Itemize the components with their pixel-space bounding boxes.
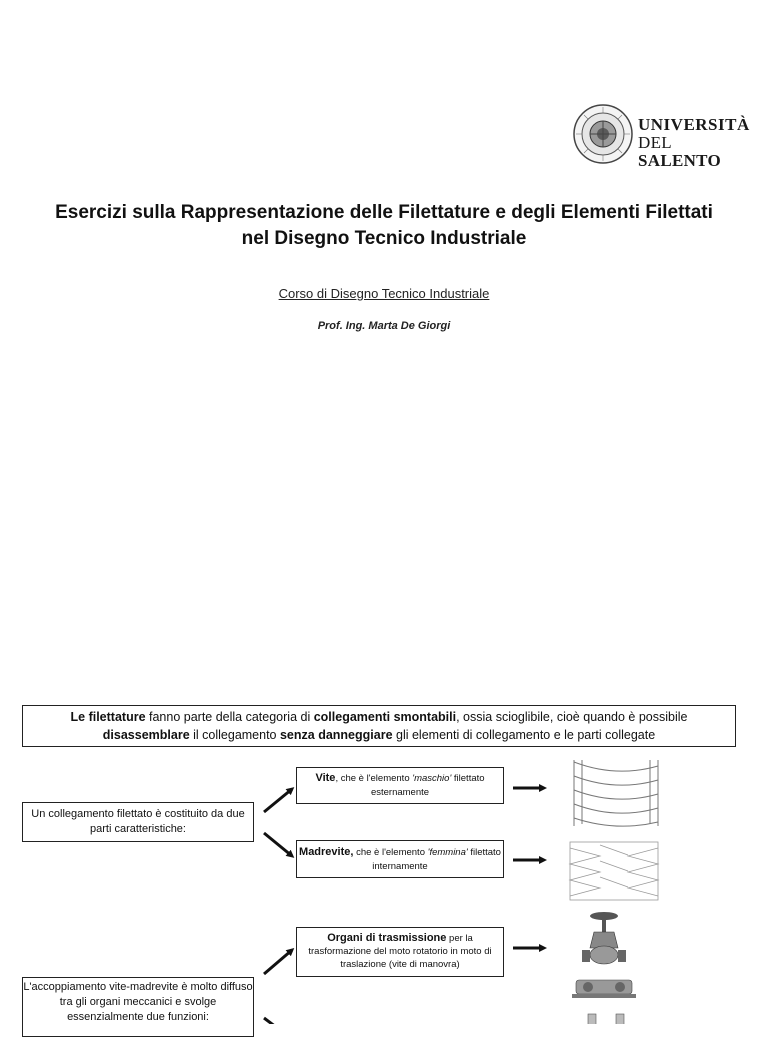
intro-text-4: gli elementi di collegamento e le parti collegate bbox=[392, 728, 656, 742]
page-title bbox=[40, 200, 728, 252]
madrevite-text-1: che è l'elemento bbox=[353, 847, 428, 858]
organi-box bbox=[296, 927, 504, 977]
vite-text-1: , che è l'elemento bbox=[335, 773, 413, 784]
vite-text-2: filettato esternamente bbox=[370, 773, 485, 798]
intro-bold-collegamenti: collegamenti smontabili bbox=[313, 710, 457, 724]
madrevite-italic: 'femmina' bbox=[427, 847, 468, 858]
university-name-line2-bold: SALENTO bbox=[638, 151, 722, 170]
accoppiamento-box: L'accoppiamento vite-madrevite è molto diffuso tra gli organi meccanici e svolge essenzialmente due funzioni: bbox=[22, 977, 254, 1037]
madrevite-text-2: filettato internamente bbox=[372, 847, 501, 872]
intro-line2 bbox=[23, 726, 735, 744]
professor-name: Prof. Ing. Marta De Giorgi bbox=[317, 320, 451, 332]
intro-line1 bbox=[23, 708, 735, 726]
university-name bbox=[638, 116, 752, 170]
title-line1: Esercizi sulla Rappresentazione delle Filettature e degli Elementi Filettati bbox=[55, 202, 713, 223]
university-seal-icon bbox=[572, 103, 634, 165]
arrow-to-organi-icon bbox=[264, 950, 292, 974]
collegamento-box: Un collegamento filettato è costituito da due parti caratteristiche: bbox=[22, 802, 254, 842]
valve-icon bbox=[582, 912, 626, 964]
madrevite-label: Madrevite, bbox=[299, 846, 354, 858]
screw-icon bbox=[574, 760, 658, 826]
intro-box bbox=[22, 705, 736, 747]
intro-bold-disassemblare: disassemblare bbox=[102, 728, 190, 742]
mechanism-icon bbox=[572, 980, 636, 998]
nut-thread-icon bbox=[570, 842, 658, 900]
intro-text-2: , ossia scioglibile, cioè quando è possibile bbox=[456, 710, 688, 724]
university-logo bbox=[572, 103, 752, 170]
vite-label: Vite bbox=[315, 772, 336, 784]
arrow-to-vite-icon bbox=[264, 789, 292, 812]
title-line2: nel Disegno Tecnico Industriale bbox=[241, 228, 527, 249]
vite-box bbox=[296, 767, 504, 804]
arrow-to-madrevite-icon bbox=[264, 833, 292, 856]
bolts-icon bbox=[588, 1014, 624, 1024]
madrevite-box bbox=[296, 840, 504, 878]
intro-bold-senza-danneggiare: senza danneggiare bbox=[279, 728, 393, 742]
intro-text-1: fanno parte della categoria di bbox=[145, 710, 314, 724]
organi-label: Organi di trasmissione bbox=[327, 932, 447, 944]
intro-bold-filettature: Le filettature bbox=[70, 710, 146, 724]
intro-text-3: il collegamento bbox=[189, 728, 280, 742]
course-name: Corso di Disegno Tecnico Industriale bbox=[278, 286, 490, 301]
arrow-to-next-function-icon bbox=[264, 1018, 280, 1024]
vite-italic: 'maschio' bbox=[412, 773, 452, 784]
university-name-line2-prefix: DEL bbox=[638, 133, 672, 152]
university-name-line2 bbox=[638, 134, 752, 170]
university-name-line1: UNIVERSITÀ bbox=[638, 115, 750, 134]
organi-text: per la trasformazione del moto rotatorio in moto di traslazione (vite di manovra) bbox=[308, 933, 492, 970]
